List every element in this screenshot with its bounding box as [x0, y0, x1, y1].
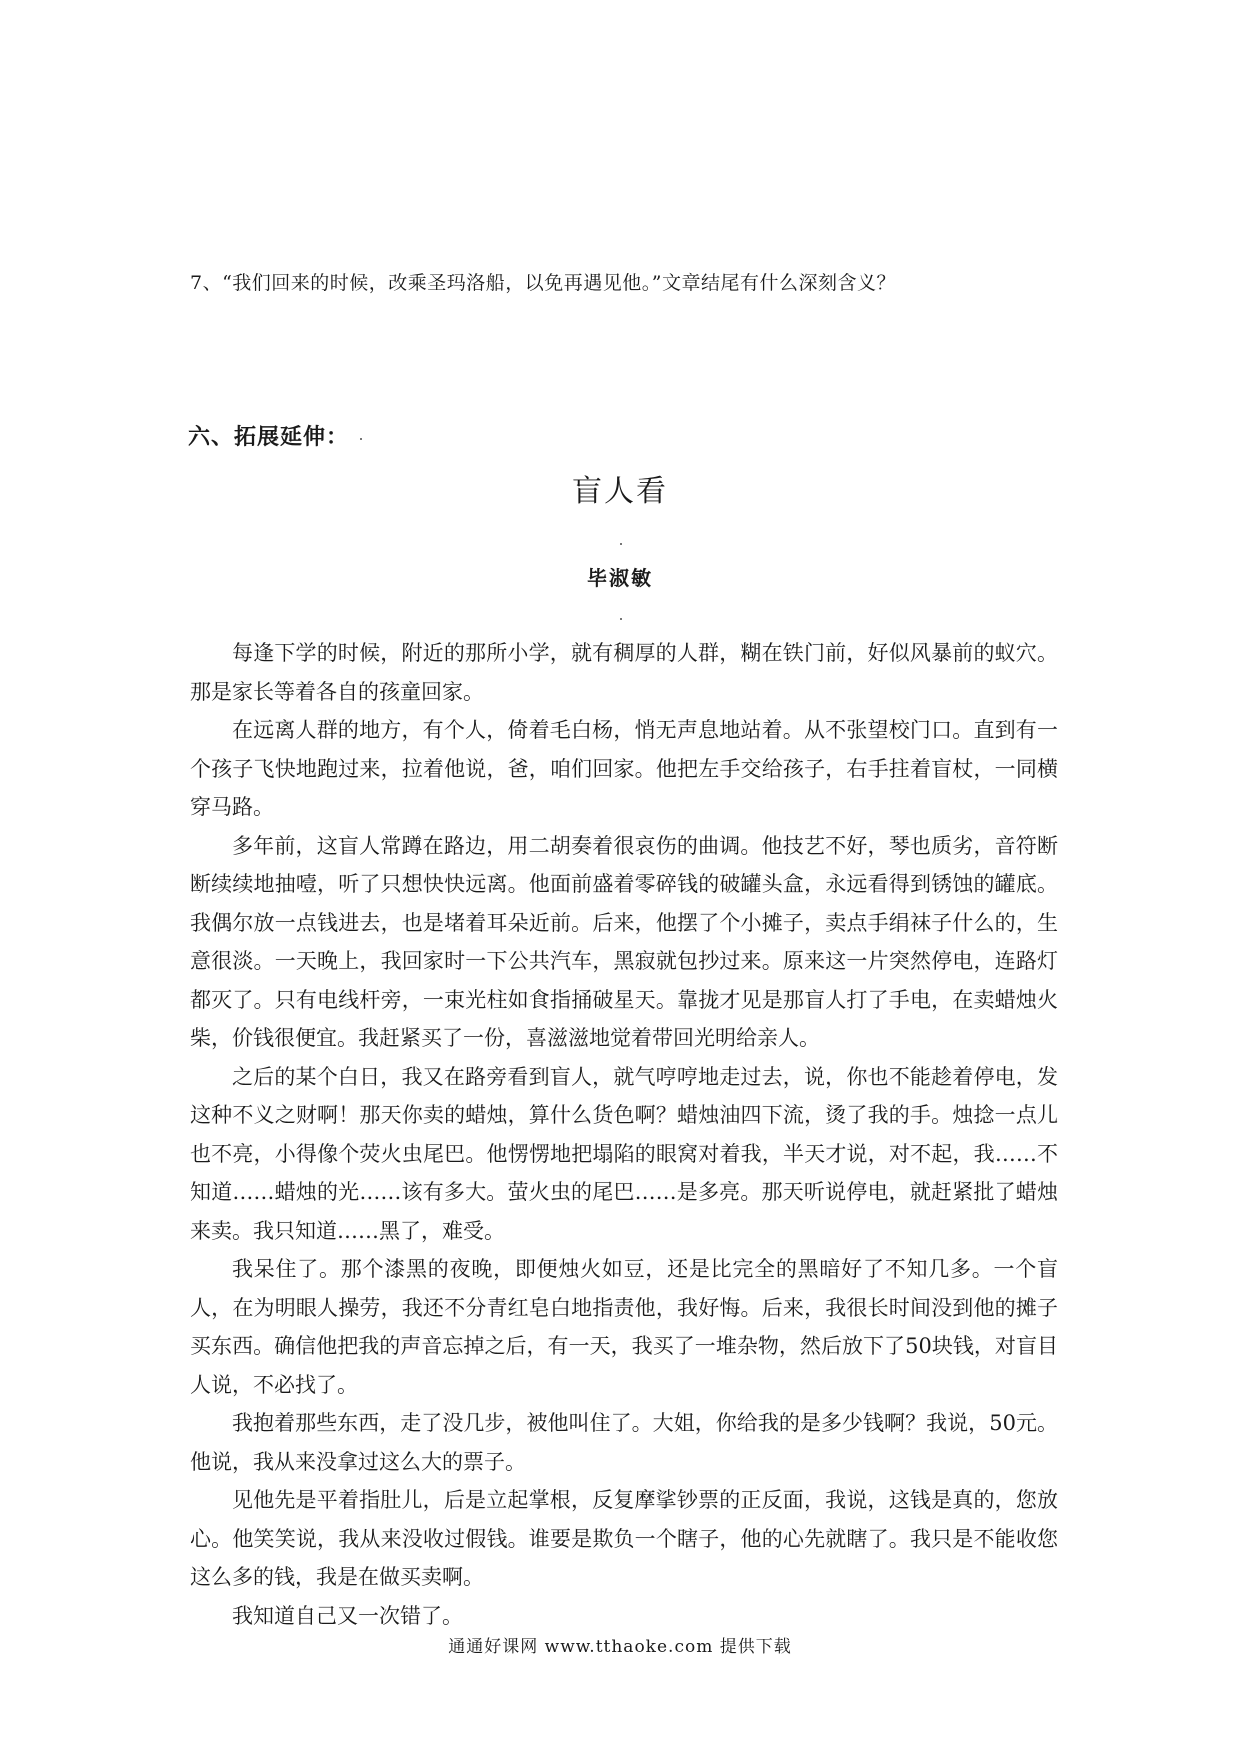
- question-7: 7、“我们回来的时候，改乘圣玛洛船，以免再遇见他。”文章结尾有什么深刻含义？: [190, 272, 897, 294]
- article-body: [190, 634, 1058, 1635]
- article-title: 盲人看: [572, 474, 668, 509]
- article-paragraph: 我呆住了。那个漆黑的夜晚，即便烛火如豆，还是比完全的黑暗好了不知几多。一个盲人，在为明眼人操劳，我还不分青红皂白地指责他，我好悔。后来，我很长时间没到他的摊子买东西。确信他把我的声音忘掉之后，有一天，我买了一堆杂物，然后放下了50块钱，对盲目人说，不必找了。: [190, 1257, 1058, 1397]
- article-author: 毕淑敏: [587, 566, 653, 590]
- section-heading: 六、拓展延伸：: [188, 424, 350, 450]
- article-paragraph: 在远离人群的地方，有个人，倚着毛白杨，悄无声息地站着。从不张望校门口。直到有一个孩子飞快地跑过来，拉着他说，爸，咱们回家。他把左手交给孩子，右手拄着盲杖，一同横穿马路。: [190, 718, 1058, 819]
- article-paragraph: 多年前，这盲人常蹲在路边，用二胡奏着很哀伤的曲调。他技艺不好，琴也质劣，音符断断续续地抽噎，听了只想快快远离。他面前盛着零碎钱的破罐头盒，永远看得到锈蚀的罐底。我偶尔放一点钱进去，也是堵着耳朵近前。后来，他摆了个小摊子，卖点手绢袜子什么的，生意很淡。一天晚上，我回家时一下公共汽车，黑寂就包抄过来。原来这一片突然停电，连路灯都灭了。只有电线杆旁，一束光柱如食指捅破星天。靠拢才见是那盲人打了手电，在卖蜡烛火柴，价钱很便宜。我赶紧买了一份，喜滋滋地觉着带回光明给亲人。: [190, 833, 1058, 1050]
- article-paragraph: 我抱着那些东西，走了没几步，被他叫住了。大姐，你给我的是多少钱啊？我说，50元。他说，我从来没拿过这么大的票子。: [190, 1411, 1058, 1474]
- article-paragraph: 之后的某个白日，我又在路旁看到盲人，就气哼哼地走过去，说，你也不能趁着停电，发这种不义之财啊！那天你卖的蜡烛，算什么货色啊？蜡烛油四下流，烫了我的手。烛捻一点儿也不亮，小得像个荧火虫尾巴。他愣愣地把塌陷的眼窝对着我，半天才说，对不起，我……不知道……蜡烛的光……该有多大。萤火虫的尾巴……是多亮。那天听说停电，就赶紧批了蜡烛来卖。我只知道……黑了，难受。: [190, 1064, 1058, 1243]
- page-footer: 通通好课网 www.tthaoke.com 提供下载: [448, 1637, 792, 1657]
- scan-dot: [360, 438, 362, 440]
- article-paragraph: 见他先是平着指肚儿，后是立起掌根，反复摩挲钞票的正反面，我说，这钱是真的，您放心。他笑笑说，我从来没收过假钱。谁要是欺负一个瞎子，他的心先就瞎了。我只是不能收您这么多的钱，我是在做买卖啊。: [190, 1488, 1058, 1589]
- article-paragraph: 每逢下学的时候，附近的那所小学，就有稠厚的人群，糊在铁门前，好似风暴前的蚁穴。那是家长等着各自的孩童回家。: [190, 641, 1058, 704]
- article-paragraph: 我知道自己又一次错了。: [232, 1603, 463, 1628]
- scan-dot: [620, 543, 622, 545]
- scan-dot: [620, 618, 622, 620]
